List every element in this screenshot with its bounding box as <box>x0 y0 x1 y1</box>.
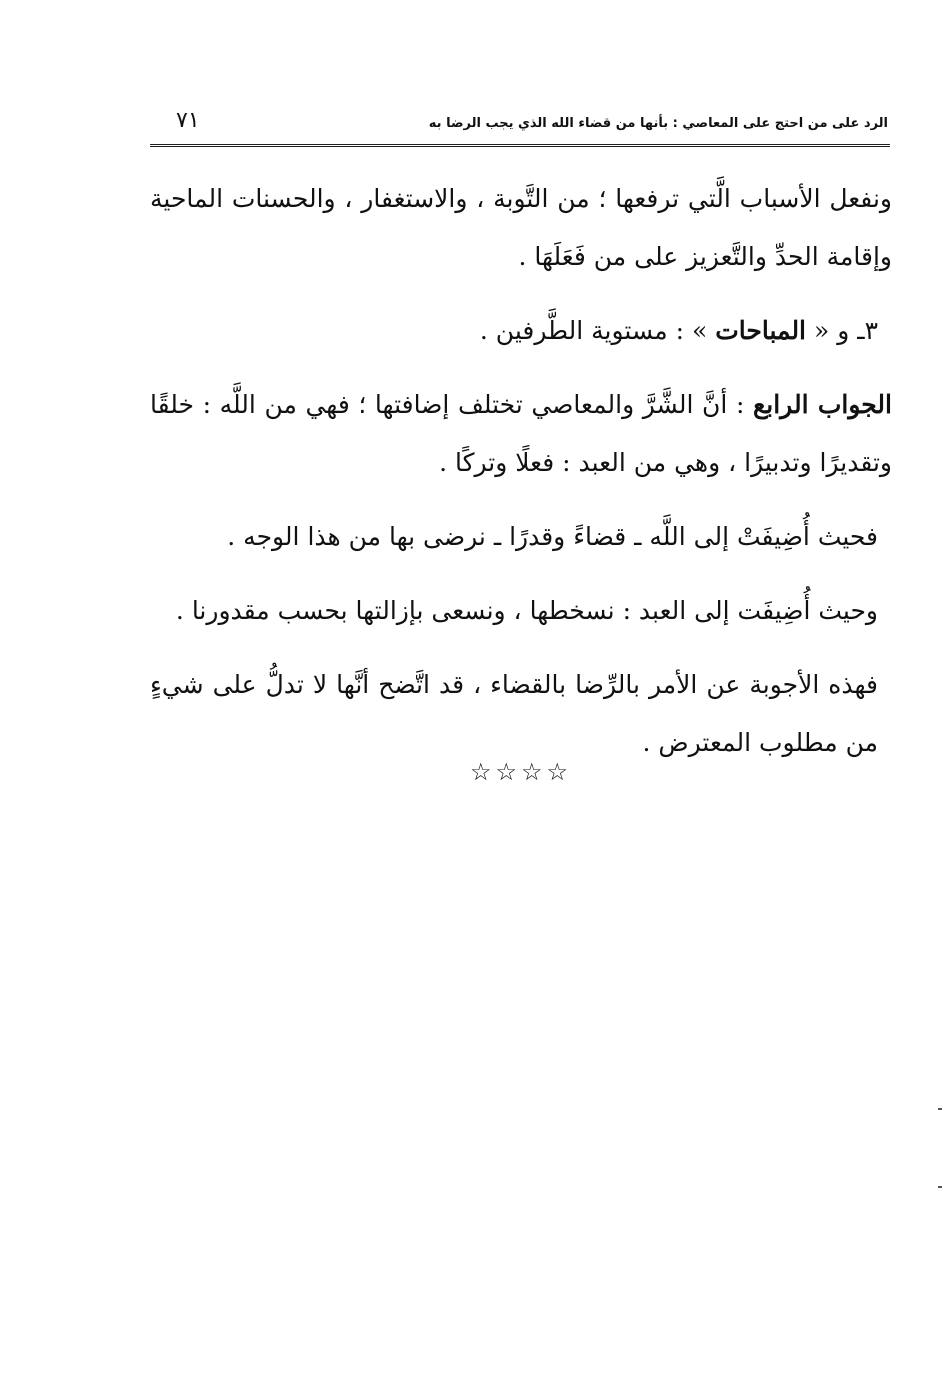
paragraph-3 <box>150 376 892 492</box>
page-number: ٧١ <box>176 108 200 133</box>
header-rule <box>150 144 890 147</box>
paragraph-text: ونفعل الأسباب الَّتي ترفعها ؛ من التَّوبة ، والاستغفار ، والحسنات الماحية وإقامة الحدِّ والتَّعزيز على من فَعَلَهَا . <box>150 184 892 271</box>
section-separator: ☆☆☆☆ <box>469 758 573 786</box>
paragraph-suffix: : أنَّ الشَّرَّ والمعاصي تختلف إضافتها ؛ فهي من اللَّه : خلقًا وتقديرًا وتدبيرًا ، وهي من العبد : فعلًا وتركًا . <box>150 390 892 477</box>
paragraph-suffix: » : مستوية الطَّرفين . <box>479 316 716 345</box>
running-header <box>150 108 890 142</box>
paragraph-bold-term: المباحات <box>715 316 807 345</box>
paragraph-2 <box>150 302 892 360</box>
header-title: الرد على من احتج على المعاصي : بأنها من قضاء الله الذي يجب الرضا به <box>428 116 888 131</box>
paragraph-bold-heading: الجواب الرابع <box>752 390 892 419</box>
scan-speck <box>938 1186 942 1188</box>
paragraph-text: وحيث أُضِيفَت إلى العبد : نسخطها ، ونسعى بإزالتها بحسب مقدورنا . <box>175 596 878 625</box>
paragraph-4 <box>150 508 892 566</box>
paragraph-6 <box>150 656 892 772</box>
paragraph-5 <box>150 582 892 640</box>
main-text <box>150 170 892 788</box>
paragraph-1 <box>150 170 892 286</box>
scan-speck <box>938 1108 942 1110</box>
paragraph-text: فحيث أُضِيفَتْ إلى اللَّه ـ قضاءً وقدرًا ـ نرضى بها من هذا الوجه . <box>227 522 878 551</box>
paragraph-prefix: ٣ـ و « <box>806 316 878 345</box>
paragraph-text: فهذه الأجوبة عن الأمر بالرِّضا بالقضاء ، قد اتَّضح أنَّها لا تدلُّ على شيءٍ من مطلوب المعترض . <box>150 670 878 757</box>
